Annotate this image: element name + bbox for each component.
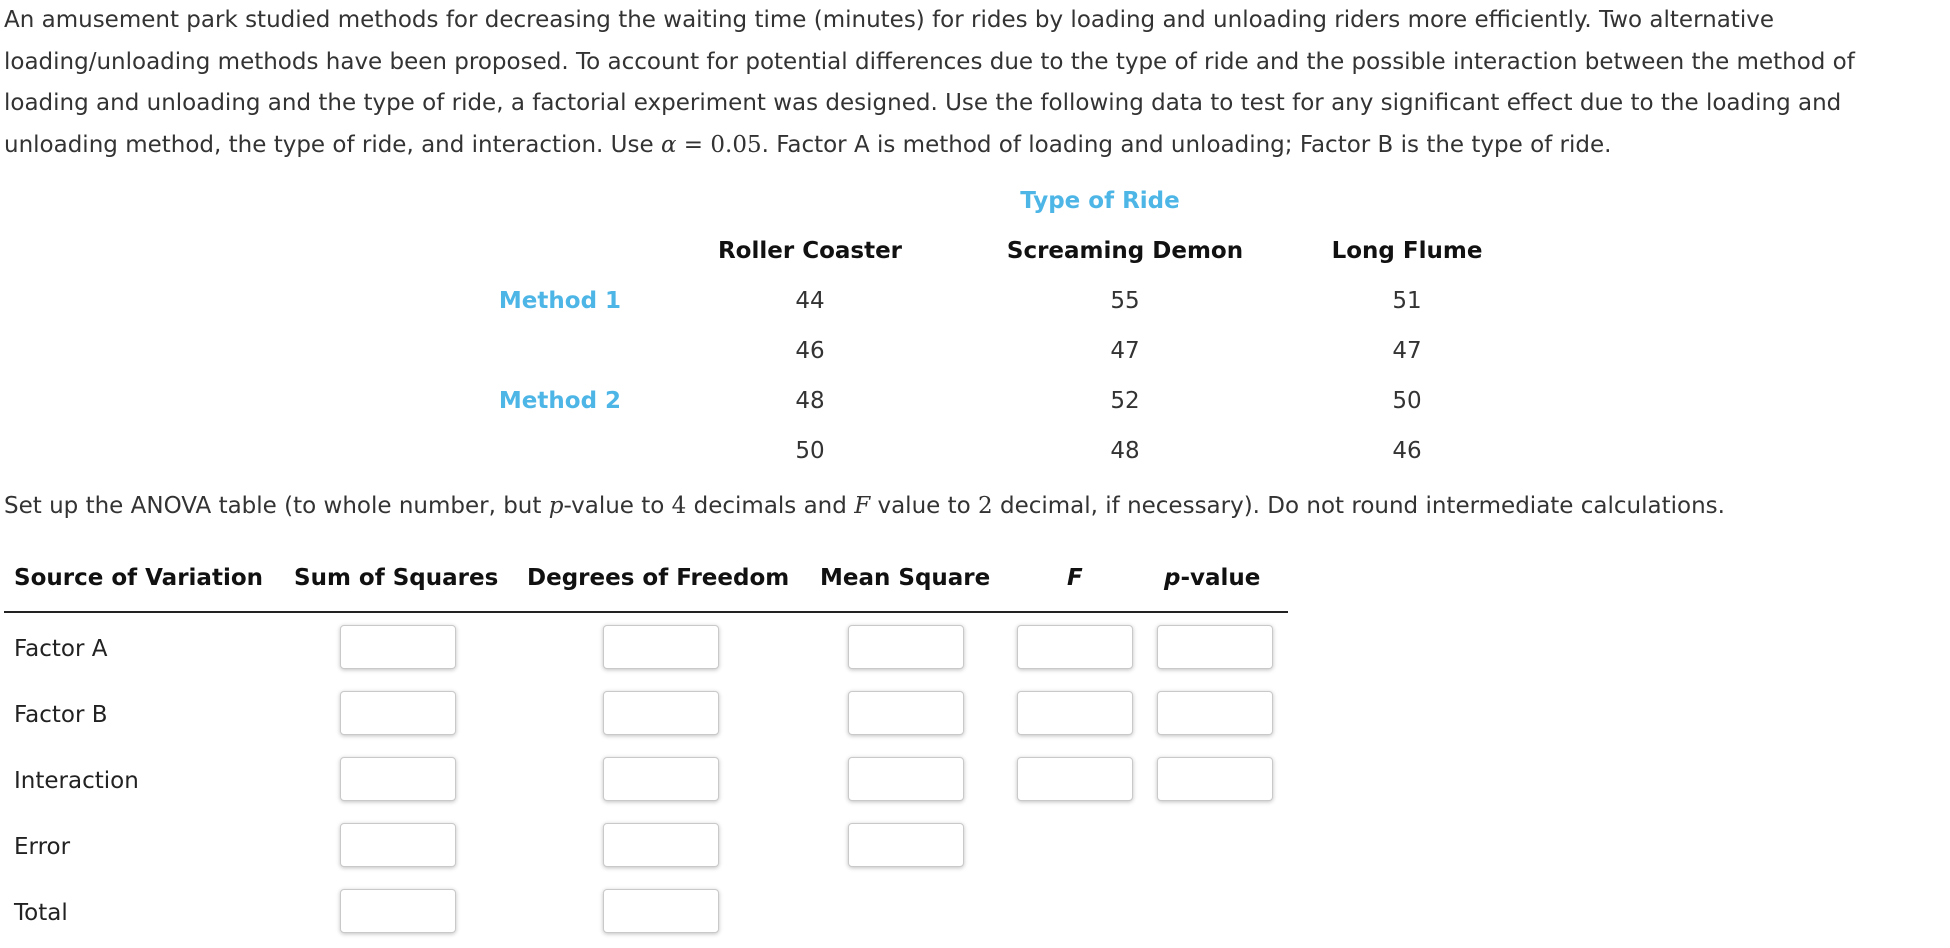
header-p-rest: -value — [1180, 565, 1261, 591]
row-header-method-2: Method 2 — [498, 388, 622, 414]
p-symbol: p — [548, 493, 564, 519]
anova-instructions — [4, 486, 1944, 526]
header-f: F — [1067, 565, 1083, 591]
data-cell: 48 — [795, 388, 825, 414]
header-p-italic: p — [1164, 565, 1181, 591]
header-source-of-variation: Source of Variation — [14, 565, 264, 591]
data-cell: 50 — [795, 438, 825, 464]
factor-a-ss-input[interactable] — [340, 625, 456, 669]
instructions-text: -value to — [563, 493, 672, 519]
header-degrees-of-freedom: Degrees of Freedom — [527, 565, 790, 591]
alpha-value: = 0.05 — [676, 131, 762, 158]
total-ss-input[interactable] — [340, 889, 456, 933]
data-cell: 52 — [1110, 388, 1140, 414]
f-symbol: F — [854, 493, 871, 519]
instructions-text: decimal, if necessary). Do not round intermediate calculations. — [992, 493, 1725, 519]
alpha-expression — [661, 132, 762, 158]
alpha-symbol: α — [660, 131, 677, 158]
source-error: Error — [14, 834, 71, 860]
column-header-roller-coaster: Roller Coaster — [717, 238, 903, 264]
data-cell: 47 — [1392, 338, 1422, 364]
column-header-screaming-demon: Screaming Demon — [1006, 238, 1244, 264]
factor-b-p-input[interactable] — [1157, 691, 1273, 735]
instructions-text: Set up the ANOVA table (to whole number, but — [4, 493, 549, 519]
factor-a-df-input[interactable] — [603, 625, 719, 669]
decimals-four: 4 — [671, 493, 687, 519]
column-header-long-flume: Long Flume — [1331, 238, 1483, 264]
factor-b-ss-input[interactable] — [340, 691, 456, 735]
interaction-f-input[interactable] — [1017, 757, 1133, 801]
header-p-value — [1164, 565, 1260, 591]
error-ms-input[interactable] — [848, 823, 964, 867]
factor-a-f-input[interactable] — [1017, 625, 1133, 669]
interaction-ss-input[interactable] — [340, 757, 456, 801]
data-cell: 48 — [1110, 438, 1140, 464]
factor-b-f-input[interactable] — [1017, 691, 1133, 735]
error-df-input[interactable] — [603, 823, 719, 867]
instructions-text: decimals and — [686, 493, 855, 519]
data-cell: 51 — [1392, 288, 1422, 314]
interaction-p-input[interactable] — [1157, 757, 1273, 801]
source-factor-b: Factor B — [14, 702, 108, 728]
data-cell: 46 — [1392, 438, 1422, 464]
factor-b-ms-input[interactable] — [848, 691, 964, 735]
problem-text: An amusement park studied methods for decreasing the waiting time (minutes) for rides by loading and unloading riders more efficiently. Two alternative loading/unloading methods have been proposed. To account for potential differences due to the type of ride and the possible interaction between the method of loading and unloading and the type of ride, a factorial experiment was designed. Use the following data to test for any significant effect due to the loading and unloading method, the type of ride, and interaction. Use — [4, 7, 1855, 158]
header-mean-square: Mean Square — [820, 565, 991, 591]
factor-a-p-input[interactable] — [1157, 625, 1273, 669]
table-divider — [4, 611, 1288, 613]
source-interaction: Interaction — [14, 768, 139, 794]
source-factor-a: Factor A — [14, 636, 108, 662]
data-cell: 44 — [795, 288, 825, 314]
problem-statement — [4, 0, 1944, 166]
error-ss-input[interactable] — [340, 823, 456, 867]
data-cell: 55 — [1110, 288, 1140, 314]
data-cell: 46 — [795, 338, 825, 364]
interaction-ms-input[interactable] — [848, 757, 964, 801]
decimals-two: 2 — [978, 493, 993, 519]
row-header-method-1: Method 1 — [498, 288, 622, 314]
factor-b-df-input[interactable] — [603, 691, 719, 735]
data-table-title: Type of Ride — [1020, 188, 1180, 214]
header-sum-of-squares: Sum of Squares — [294, 565, 499, 591]
problem-text-end: . Factor A is method of loading and unloading; Factor B is the type of ride. — [761, 131, 1612, 158]
total-df-input[interactable] — [603, 889, 719, 933]
instructions-text: value to — [870, 493, 979, 519]
source-total: Total — [14, 900, 68, 926]
interaction-df-input[interactable] — [603, 757, 719, 801]
data-cell: 47 — [1110, 338, 1140, 364]
data-cell: 50 — [1392, 388, 1422, 414]
factor-a-ms-input[interactable] — [848, 625, 964, 669]
